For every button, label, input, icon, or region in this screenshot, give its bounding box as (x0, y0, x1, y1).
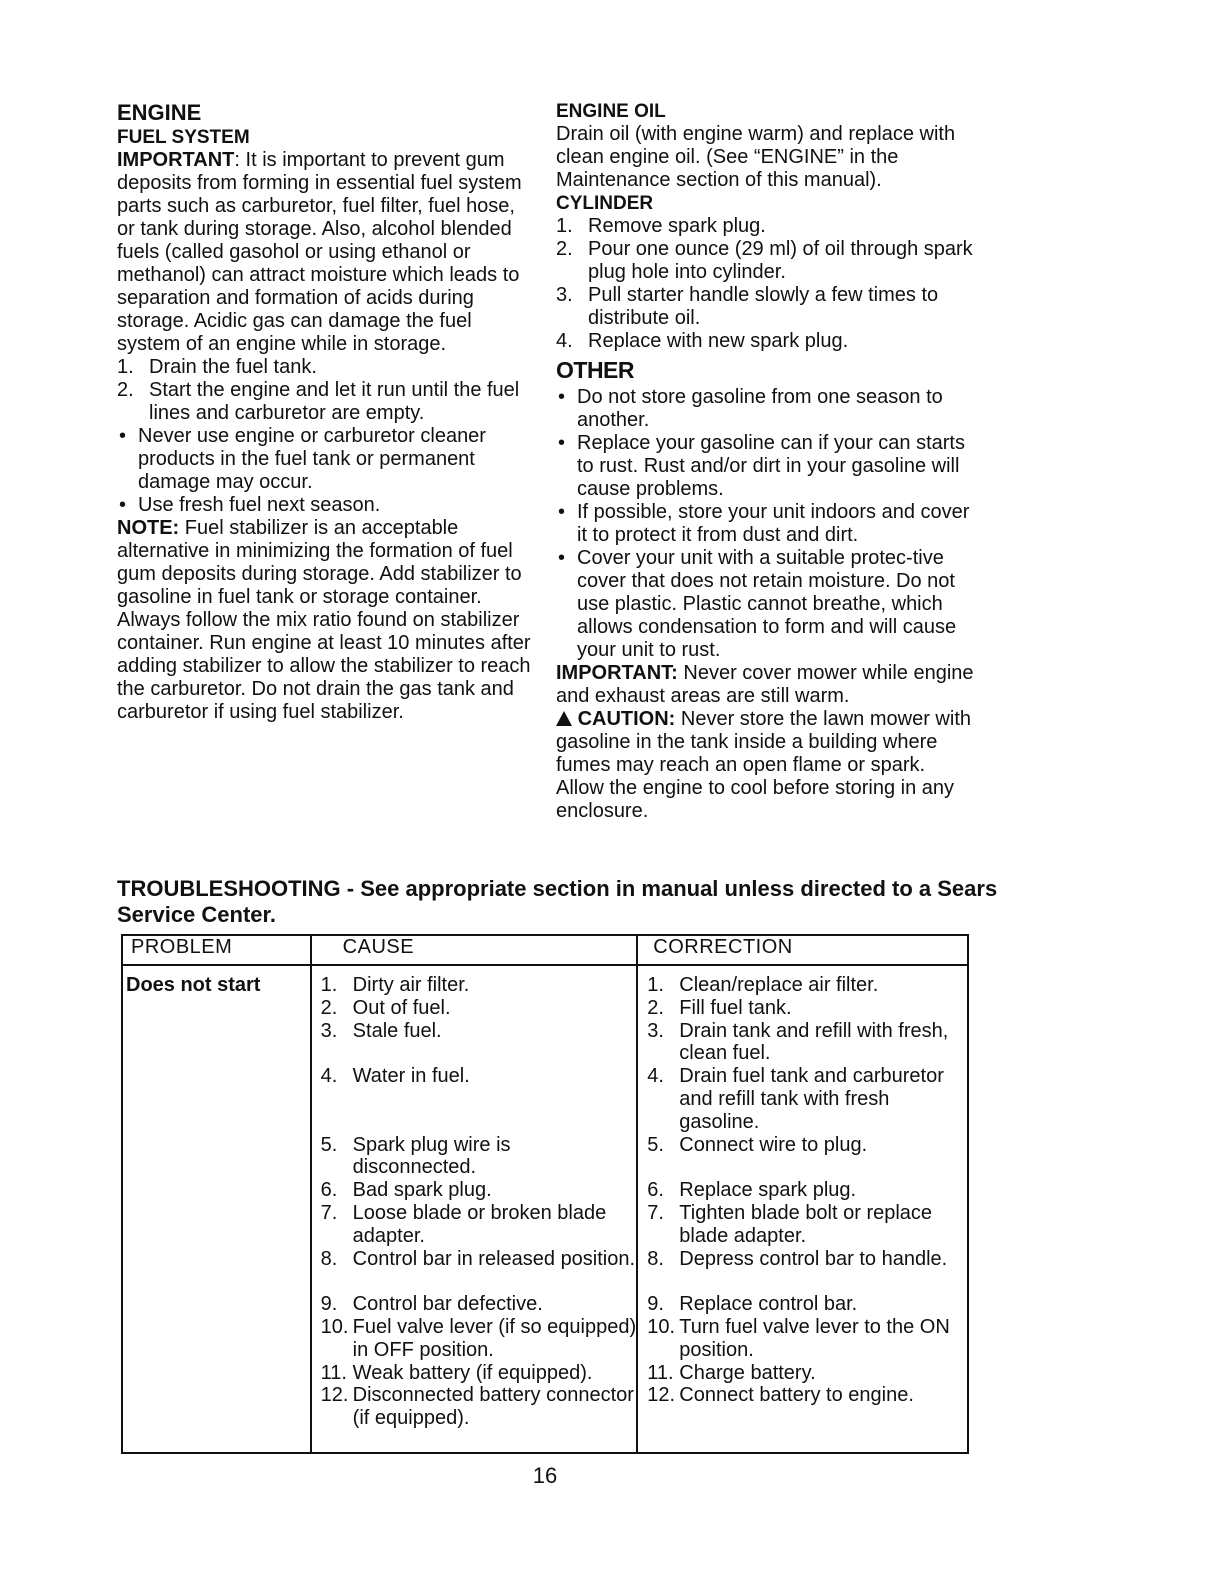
list-item (321, 1179, 637, 1202)
item-number: 9. (647, 1293, 664, 1316)
correction-list (647, 974, 967, 1430)
left-column (117, 100, 537, 724)
warning-triangle-icon (556, 711, 572, 726)
fuel-system-heading: FUEL SYSTEM (117, 127, 250, 148)
item-number: 9. (320, 1293, 338, 1316)
list-item (647, 1202, 967, 1248)
step-number: 4. (556, 330, 573, 352)
list-item: • Use fresh fuel next season. (117, 494, 537, 517)
list-item (117, 356, 537, 379)
item-text: Connect wire to plug. (679, 1133, 868, 1156)
list-item: • If possible, store your unit indoors and cover it to protect it from dust and dirt. (556, 501, 976, 547)
list-item (321, 1293, 637, 1316)
item-number: 12. (320, 1384, 349, 1407)
list-item (321, 1316, 637, 1362)
important-label: IMPORTANT (117, 149, 235, 171)
other-important-paragraph (556, 662, 976, 708)
important-text: Never cover mower while engine and exhaust areas are still warm. (556, 662, 974, 707)
cylinder-steps-list (556, 215, 976, 353)
step-text: Pour one ounce (29 ml) of oil through spark plug hole into cylinder. (588, 238, 973, 283)
item-text: Control bar in released position. (352, 1247, 636, 1270)
correction-column-header: CORRECTION (637, 935, 968, 965)
item-text: Out of fuel. (352, 996, 451, 1019)
caution-paragraph (556, 708, 976, 823)
item-number: 7. (320, 1201, 338, 1224)
list-item (647, 1293, 967, 1316)
item-number: 11. (320, 1361, 347, 1384)
item-text: Water in fuel. (352, 1065, 470, 1088)
item-number: 5. (320, 1133, 338, 1156)
fuel-important-paragraph (117, 149, 537, 356)
note-text: Fuel stabilizer is an acceptable alternative in minimizing the formation of fuel gum deposits during storage. Add stabilizer to gasoline in fuel tank or storage container. Always follow the mix ratio found on stabilizer container. Run engine at least 10 minutes after adding stabilizer to allow the stabilizer to reach the carburetor. Do not drain the gas tank and carburetor if using fuel stabilizer. (117, 517, 531, 723)
list-item (321, 1248, 637, 1294)
item-text: Fuel valve lever (if so equipped) in OFF position. (352, 1315, 637, 1361)
troubleshooting-table (121, 934, 969, 1454)
list-item (647, 1020, 967, 1066)
list-item (647, 997, 967, 1020)
step-text: Replace with new spark plug. (588, 330, 849, 352)
item-text: Loose blade or broken blade adapter. (352, 1201, 607, 1247)
step-text: Remove spark plug. (588, 215, 766, 237)
list-item (556, 330, 976, 353)
item-text: Dirty air filter. (352, 974, 470, 996)
note-label: NOTE: (117, 517, 180, 539)
cause-cell (311, 965, 638, 1453)
item-number: 3. (647, 1019, 664, 1042)
step-number: 1. (556, 215, 573, 237)
item-text: Drain fuel tank and carburetor and refill tank with fresh gasoline. (679, 1065, 944, 1133)
item-number: 10. (647, 1315, 676, 1338)
step-number: 2. (556, 238, 573, 260)
list-item (647, 1065, 967, 1133)
cause-list (321, 974, 637, 1430)
item-number: 2. (647, 996, 664, 1019)
important-label: IMPORTANT: (556, 662, 678, 684)
step-number: 3. (556, 284, 573, 306)
list-item (321, 1362, 637, 1385)
other-bullets-list (556, 386, 976, 662)
list-item (647, 1134, 967, 1180)
list-item (321, 1202, 637, 1248)
item-number: 6. (320, 1179, 338, 1202)
item-text: Disconnected battery connector (if equipped). (352, 1384, 634, 1430)
item-text: Fill fuel tank. (679, 996, 792, 1019)
engine-heading: ENGINE (117, 100, 202, 125)
step-text: Start the engine and let it run until the fuel lines and carburetor are empty. (149, 379, 520, 424)
item-number: 4. (320, 1065, 338, 1088)
important-text: : It is important to prevent gum deposits from forming in essential fuel system parts such as carburetor, fuel filter, fuel hose, or tank during storage. Also, alcohol blended fuels (called gasohol or using ethanol or methanol) can attract moisture which leads to separation and formation of acids during storage. Acidic gas can damage the fuel system of an engine while in storage. (117, 149, 522, 355)
list-item (321, 1020, 637, 1066)
correction-cell (637, 965, 968, 1453)
item-text: Weak battery (if equipped). (352, 1361, 593, 1384)
item-number: 7. (647, 1201, 664, 1224)
problem-column-header: PROBLEM (122, 935, 311, 965)
item-text: Connect battery to engine. (679, 1384, 914, 1407)
engine-oil-heading: ENGINE OIL (556, 101, 666, 122)
problem-cell: Does not start (122, 965, 311, 1453)
item-text: Bad spark plug. (352, 1179, 492, 1202)
item-text: Spark plug wire is disconnected. (352, 1133, 511, 1179)
cylinder-heading: CYLINDER (556, 193, 654, 214)
item-number: 1. (647, 974, 664, 996)
list-item (321, 1134, 637, 1180)
item-text: Replace control bar. (679, 1293, 858, 1316)
list-item (321, 997, 637, 1020)
list-item: • Do not store gasoline from one season to another. (556, 386, 976, 432)
item-text: Replace spark plug. (679, 1179, 857, 1202)
list-item: • Replace your gasoline can if your can starts to rust. Rust and/or dirt in your gasoline will cause problems. (556, 432, 976, 501)
engine-oil-paragraph: Drain oil (with engine warm) and replace with clean engine oil. (See “ENGINE” in the Maintenance section of this manual). (556, 123, 956, 191)
table-row (122, 965, 968, 1453)
troubleshooting-heading: TROUBLESHOOTING - See appropriate section in manual unless directed to a Sears Service Center. (117, 876, 998, 927)
item-number: 3. (320, 1019, 338, 1042)
fuel-steps-list (117, 356, 537, 425)
list-item (117, 379, 537, 425)
list-item (647, 1362, 967, 1385)
step-number: 1. (117, 356, 134, 378)
item-text: Tighten blade bolt or replace blade adapter. (679, 1201, 933, 1247)
item-number: 11. (647, 1361, 674, 1384)
caution-label: CAUTION: (577, 708, 676, 730)
caution-text: Never store the lawn mower with gasoline in the tank inside a building where fumes may reach an open flame or spark. Allow the engine to cool before storing in any enclosure. (556, 708, 971, 822)
item-number: 8. (320, 1247, 338, 1270)
item-number: 2. (320, 996, 338, 1019)
list-item (556, 215, 976, 238)
list-item (647, 1179, 967, 1202)
item-text: Drain tank and refill with fresh, clean fuel. (679, 1019, 949, 1065)
fuel-bullets-list (117, 425, 537, 517)
step-text: Pull starter handle slowly a few times to distribute oil. (588, 284, 939, 329)
page-number: 16 (532, 1463, 558, 1488)
item-number: 10. (320, 1315, 349, 1338)
note-paragraph (117, 517, 537, 724)
list-item (321, 974, 637, 997)
item-text: Depress control bar to handle. (679, 1247, 948, 1270)
step-number: 2. (117, 379, 134, 401)
list-item (556, 284, 976, 330)
cause-column-header: CAUSE (311, 935, 638, 965)
item-number: 6. (647, 1179, 664, 1202)
other-heading: OTHER (556, 357, 634, 383)
list-item (556, 238, 976, 284)
item-text: Control bar defective. (352, 1293, 543, 1316)
item-number: 1. (320, 974, 338, 996)
step-text: Drain the fuel tank. (149, 356, 317, 378)
list-item (647, 1316, 967, 1362)
table-header-row (122, 935, 968, 965)
item-text: Turn fuel valve lever to the ON position. (679, 1315, 950, 1361)
list-item: • Cover your unit with a suitable protec-tive cover that does not retain moisture. Do not use plastic. Plastic cannot breathe, which allows condensation to form and will cause your unit to rust. (556, 547, 976, 662)
item-text: Clean/replace air filter. (679, 974, 879, 996)
list-item (321, 1065, 637, 1133)
item-number: 8. (647, 1247, 664, 1270)
item-number: 12. (647, 1384, 676, 1407)
item-number: 4. (647, 1065, 664, 1088)
list-item (647, 1248, 967, 1294)
item-number: 5. (647, 1133, 664, 1156)
list-item (647, 974, 967, 997)
list-item (321, 1384, 637, 1430)
list-item: • Never use engine or carburetor cleaner products in the fuel tank or permanent damage may occur. (117, 425, 537, 494)
right-column (556, 100, 976, 823)
item-text: Charge battery. (679, 1361, 816, 1384)
item-text: Stale fuel. (352, 1019, 442, 1042)
list-item (647, 1384, 967, 1430)
